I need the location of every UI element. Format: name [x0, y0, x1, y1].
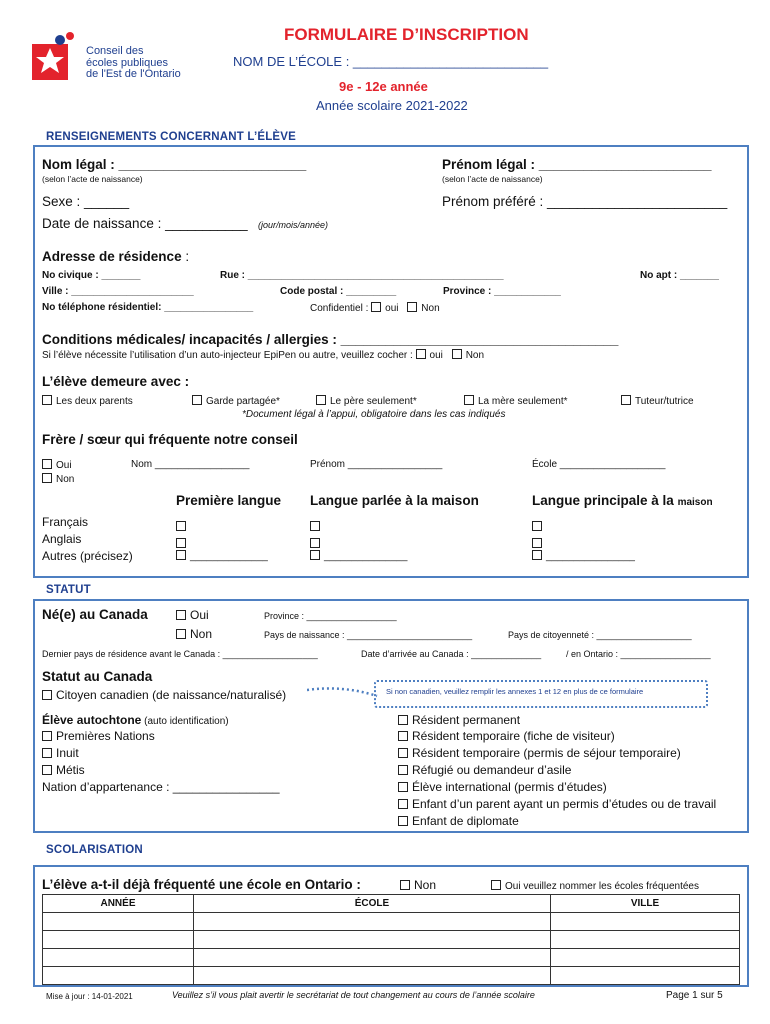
col-year: ANNÉE — [43, 895, 194, 913]
sibling-first-name-field[interactable]: Prénom _________________ — [310, 459, 443, 470]
lang-checkbox[interactable] — [532, 517, 546, 535]
street-field[interactable]: Rue : ______________________________________________ — [220, 270, 504, 281]
lang-other-main[interactable]: ________________ — [532, 550, 635, 562]
school-year: Année scolaire 2021-2022 — [316, 98, 468, 113]
logo-text: Conseil des écoles publiques de l'Est de l'Ontario — [86, 45, 181, 80]
footer-page: Page 1 sur 5 — [666, 990, 723, 1001]
apt-field[interactable]: No apt : _______ — [640, 270, 719, 281]
citizenship-field[interactable]: Pays de citoyenneté : ___________________ — [508, 630, 692, 640]
sibling-no-checkbox[interactable]: Non — [42, 473, 74, 485]
legal-name-field[interactable]: Nom légal : _________________________ — [42, 157, 307, 172]
table-row[interactable] — [43, 931, 740, 949]
address-title: Adresse de résidence : — [42, 249, 190, 264]
nation-field[interactable]: Nation d’appartenance : ________________ — [42, 780, 280, 794]
province-of-birth-field[interactable]: Province : __________________ — [264, 611, 397, 621]
dob-field[interactable]: Date de naissance : ___________ — [42, 216, 248, 231]
sibling-name-field[interactable]: Nom _________________ — [131, 459, 250, 470]
schools-table — [42, 894, 740, 985]
born-yes-checkbox[interactable]: Oui — [176, 608, 209, 622]
ontario-date-field[interactable]: / en Ontario : __________________ — [566, 649, 711, 659]
lives-option-both[interactable]: Les deux parents — [42, 395, 133, 407]
lives-option-shared[interactable]: Garde partagée* — [192, 395, 280, 407]
lives-with-title: L’élève demeure avec : — [42, 374, 190, 389]
resident-option[interactable]: Résident permanent — [398, 713, 520, 727]
legal-name-note: (selon l’acte de naissance) — [42, 174, 143, 184]
lang-row-other: Autres (précisez) — [42, 549, 133, 563]
lives-option-guardian[interactable]: Tuteur/tutrice — [621, 395, 694, 407]
dotted-connector — [307, 686, 379, 704]
postal-field[interactable]: Code postal : _________ — [280, 286, 397, 297]
arrival-date-field[interactable]: Date d’arrivée au Canada : ______________ — [361, 649, 542, 659]
born-canada-title: Né(e) au Canada — [42, 607, 148, 622]
col-city: VILLE — [551, 895, 740, 913]
lang-row-french: Français — [42, 515, 89, 529]
indigenous-inuit-checkbox[interactable]: Inuit — [42, 746, 79, 760]
student-box — [33, 145, 749, 578]
lang-checkbox[interactable] — [310, 517, 324, 535]
section-title-schooling: SCOLARISATION — [46, 844, 143, 856]
table-row[interactable] — [43, 967, 740, 985]
form-title: FORMULAIRE D’INSCRIPTION — [284, 25, 529, 44]
indigenous-metis-checkbox[interactable]: Métis — [42, 763, 85, 777]
lang-other-home[interactable]: _______________ — [310, 550, 407, 562]
birth-country-field[interactable]: Pays de naissance : _________________________ — [264, 630, 473, 640]
resident-option[interactable]: Réfugié ou demandeur d’asile — [398, 763, 571, 777]
lives-option-mother[interactable]: La mère seulement* — [464, 395, 568, 407]
lang-row-english: Anglais — [42, 532, 82, 546]
phone-field[interactable]: No téléphone résidentiel: ________________ — [42, 302, 254, 313]
epipen-no-checkbox[interactable] — [452, 349, 462, 359]
indigenous-title: Élève autochtone (auto identification) — [42, 713, 229, 727]
lang-other-first[interactable]: ______________ — [176, 550, 268, 562]
schooling-yes-checkbox[interactable]: Oui veuillez nommer les écoles fréquentées — [491, 878, 699, 892]
sex-field[interactable]: Sexe : ______ — [42, 194, 130, 209]
schooling-question: L’élève a-t-il déjà fréquenté une école en Ontario : — [42, 877, 361, 892]
school-name-line[interactable]: NOM DE L’ÉCOLE : ___________________________ — [233, 54, 549, 69]
last-country-field[interactable]: Dernier pays de résidence avant le Canada : ___________________ — [42, 649, 318, 659]
province-field[interactable]: Province : ____________ — [443, 286, 561, 297]
born-no-checkbox[interactable]: Non — [176, 627, 212, 641]
schooling-no-checkbox[interactable]: Non — [400, 878, 436, 892]
resident-option[interactable]: Enfant d’un parent ayant un permis d’études ou de travail — [398, 797, 716, 811]
resident-option[interactable]: Enfant de diplomate — [398, 814, 519, 828]
col-school: ÉCOLE — [194, 895, 551, 913]
resident-option[interactable]: Résident temporaire (permis de séjour temporaire) — [398, 746, 681, 760]
confidential-group: Confidentiel : oui Non — [310, 303, 440, 314]
section-title-student: RENSEIGNEMENTS CONCERNANT L’ÉLÈVE — [46, 131, 297, 143]
resident-option[interactable]: Résident temporaire (fiche de visiteur) — [398, 729, 615, 743]
dob-format: (jour/mois/année) — [258, 220, 329, 230]
citizen-checkbox[interactable]: Citoyen canadien (de naissance/naturalisé) — [42, 688, 286, 702]
epipen-yes-checkbox[interactable] — [416, 349, 426, 359]
table-row[interactable] — [43, 913, 740, 931]
lang-head-main: Langue principale à la maison — [532, 493, 713, 508]
lang-head-home: Langue parlée à la maison — [310, 493, 479, 508]
preferred-name-field[interactable]: Prénom préféré : ________________________ — [442, 194, 728, 209]
civic-field[interactable]: No civique : _______ — [42, 270, 141, 281]
confidential-yes-checkbox[interactable] — [371, 302, 381, 312]
epipen-group: Si l’élève nécessite l’utilisation d’un auto-injecteur EpiPen ou autre, veuillez cocher : oui Non — [42, 350, 485, 361]
lang-checkbox[interactable] — [176, 517, 190, 535]
medical-field[interactable]: Conditions médicales/ incapacités / allergies : _____________________________________ — [42, 332, 619, 347]
logo — [30, 30, 80, 82]
sibling-title: Frère / sœur qui fréquente notre conseil — [42, 432, 298, 447]
legal-first-name-field[interactable]: Prénom légal : _______________________ — [442, 157, 712, 172]
lives-option-father[interactable]: Le père seulement* — [316, 395, 417, 407]
sibling-school-field[interactable]: École ___________________ — [532, 459, 666, 470]
legal-first-name-note: (selon l’acte de naissance) — [442, 174, 543, 184]
legal-note: *Document légal à l’appui, obligatoire dans les cas indiqués — [242, 409, 506, 420]
footer-notice: Veuillez s’il vous plait avertir le secrétariat de tout changement au cours de l’année scolaire — [172, 990, 535, 1000]
confidential-no-checkbox[interactable] — [407, 302, 417, 312]
city-field[interactable]: Ville : ______________________ — [42, 286, 194, 297]
status-canada-title: Statut au Canada — [42, 669, 153, 684]
lang-head-first: Première langue — [176, 493, 282, 508]
annex-note: Si non canadien, veuillez remplir les annexes 1 et 12 en plus de ce formulaire — [386, 687, 644, 696]
resident-option[interactable]: Élève international (permis d’études) — [398, 780, 607, 794]
grades: 9e - 12e année — [339, 79, 428, 94]
indigenous-first-nations-checkbox[interactable]: Premières Nations — [42, 729, 155, 743]
section-title-status: STATUT — [46, 584, 91, 596]
sibling-yes-checkbox[interactable]: Oui — [42, 459, 72, 471]
table-row[interactable] — [43, 949, 740, 967]
footer-updated: Mise à jour : 14-01-2021 — [46, 992, 133, 1001]
